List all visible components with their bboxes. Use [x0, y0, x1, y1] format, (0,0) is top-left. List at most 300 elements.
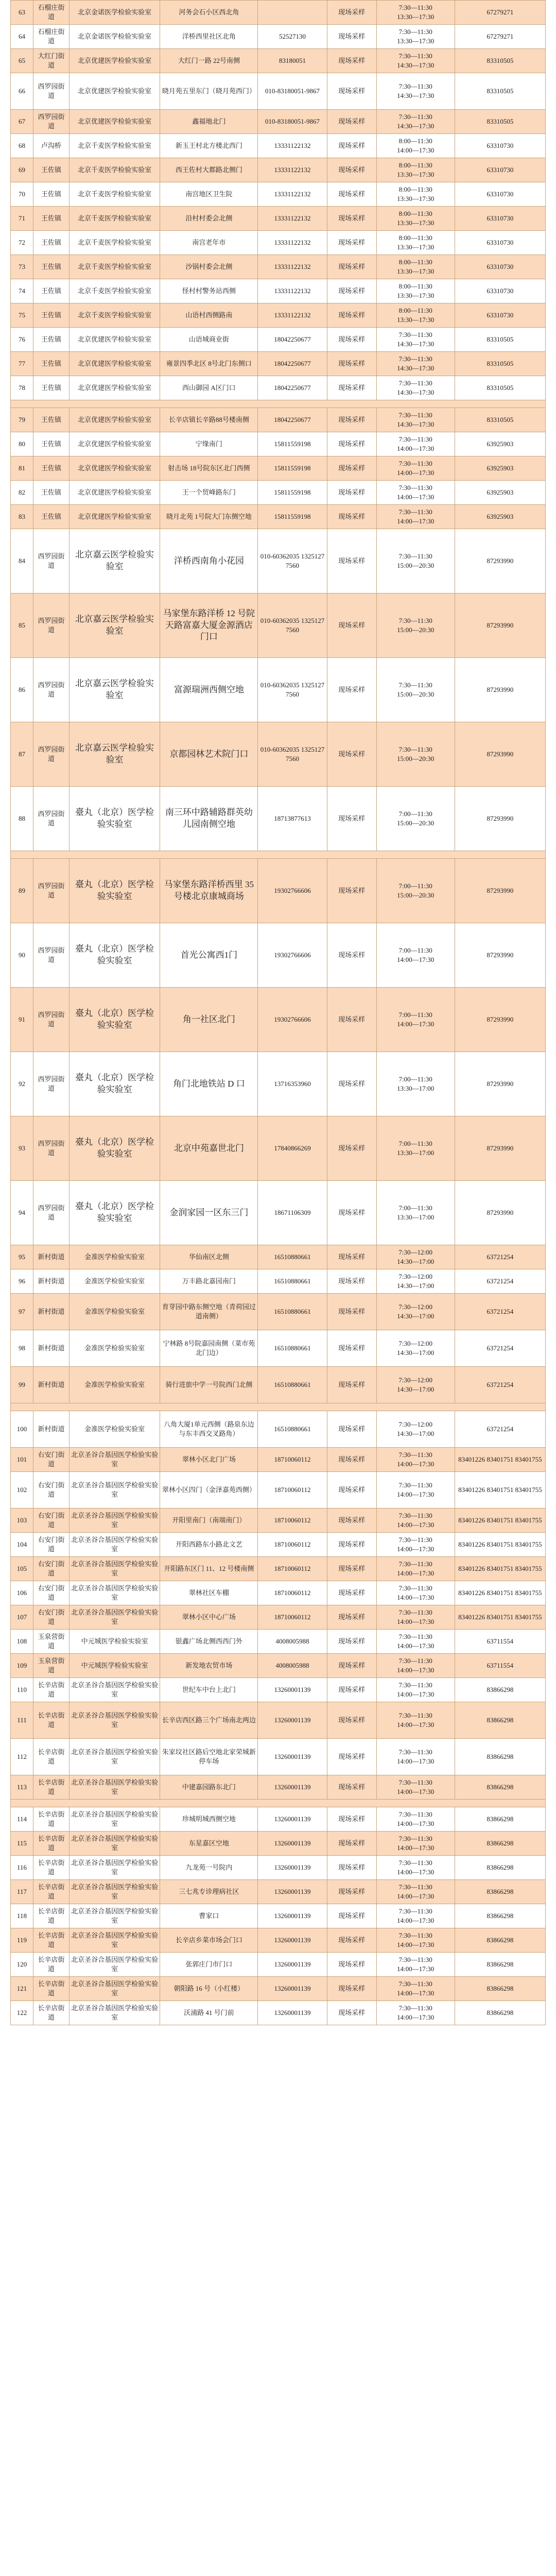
supervision-phone-cell: 63925903 [455, 432, 545, 456]
row-number-cell: 90 [11, 923, 33, 988]
time-slot: 7:30—11:30 [398, 1907, 432, 1916]
phone-cell: 18042250677 [258, 376, 327, 400]
phone-cell: 13331122132 [258, 303, 327, 328]
supervision-phone-cell: 87293990 [455, 859, 545, 923]
time-slot: 14:30—17:30 [397, 92, 435, 99]
service-hours-cell [376, 1807, 455, 1832]
time-slot: 7:30—11:30 [398, 1584, 432, 1592]
lab-name-cell: 北京金诺医学检验实验室 [70, 25, 160, 49]
sampling-type-cell: 现场采样 [327, 182, 376, 207]
table-row [11, 182, 546, 207]
lab-name-cell: 北京嘉云医学检验实验室 [70, 658, 160, 722]
row-number-cell: 108 [11, 1630, 33, 1654]
lab-name-cell: 北京千麦医学检验实验室 [70, 134, 160, 158]
service-hours-cell [376, 1052, 455, 1116]
time-slot: 7:30—12:00 [398, 1376, 433, 1384]
sampling-type-cell: 现场采样 [327, 1678, 376, 1702]
site-address-cell: 宁林路 8号院嘉园南侧（菜市苑北门边） [160, 1330, 258, 1367]
lab-name-cell: 臺丸（北京）医学检验实验室 [70, 787, 160, 851]
time-slot: 14:00—17:30 [397, 1788, 435, 1795]
phone-cell: 010-60362035 13251277560 [258, 529, 327, 594]
sampling-type-cell: 现场采样 [327, 25, 376, 49]
time-slot: 7:30—11:30 [398, 1512, 432, 1520]
lab-name-cell: 北京嘉云医学检验实验室 [70, 722, 160, 787]
site-address-cell: 八角大厦1单元西侧（路泉东边与东丰西交叉路角） [160, 1411, 258, 1448]
phone-cell: 18710060112 [258, 1581, 327, 1605]
street-cell: 玉泉营街道 [33, 1630, 70, 1654]
phone-cell: 13260001139 [258, 2001, 327, 2025]
lab-name-cell: 北京千麦医学检验实验室 [70, 182, 160, 207]
phone-cell: 13331122132 [258, 207, 327, 231]
row-number-cell: 87 [11, 722, 33, 787]
phone-cell: 13260001139 [258, 1678, 327, 1702]
service-hours-cell [376, 110, 455, 134]
row-number-cell: 68 [11, 134, 33, 158]
phone-cell: 16510880661 [258, 1411, 327, 1448]
supervision-phone-cell: 83866298 [455, 1807, 545, 1832]
phone-cell: 52527130 [258, 25, 327, 49]
row-number-cell: 76 [11, 328, 33, 352]
site-address-cell: 沃浦路 41 号门前 [160, 2001, 258, 2025]
site-address-cell: 大红门一路 22号南侧 [160, 49, 258, 73]
street-cell: 长辛店街道 [33, 1807, 70, 1832]
row-number-cell: 93 [11, 1116, 33, 1181]
sampling-type-cell: 现场采样 [327, 134, 376, 158]
table-row [11, 1269, 546, 1294]
sampling-type-cell: 现场采样 [327, 1472, 376, 1509]
time-slot: 7:30—11:30 [398, 1778, 432, 1787]
phone-cell: 83180051 [258, 49, 327, 73]
lab-name-cell: 北京优建医学检验实验室 [70, 456, 160, 481]
supervision-phone-cell: 63310730 [455, 231, 545, 255]
time-slot: 7:30—11:30 [398, 1810, 432, 1819]
time-slot: 14:00—17:30 [397, 146, 435, 154]
row-number-cell: 100 [11, 1411, 33, 1448]
site-address-cell: 翠林小区北门广场 [160, 1448, 258, 1472]
lab-name-cell: 北京千麦医学检验实验室 [70, 255, 160, 279]
street-cell: 王佐镇 [33, 279, 70, 303]
phone-cell: 16510880661 [258, 1330, 327, 1367]
time-slot: 13:30—17:00 [397, 1149, 435, 1157]
lab-name-cell: 臺丸（北京）医学检验实验室 [70, 1116, 160, 1181]
site-address-cell: 长辛店镇长辛路88号楼南侧 [160, 408, 258, 432]
row-number-cell: 84 [11, 529, 33, 594]
phone-cell: 16510880661 [258, 1294, 327, 1330]
service-hours-cell [376, 279, 455, 303]
section-gap-cell [11, 851, 546, 859]
table-row [11, 1904, 546, 1928]
street-cell: 王佐镇 [33, 432, 70, 456]
time-slot: 13:30—17:30 [397, 292, 435, 299]
phone-cell: 4008005988 [258, 1654, 327, 1678]
supervision-phone-cell: 83310505 [455, 110, 545, 134]
time-slot: 7:00—11:30 [398, 882, 432, 890]
site-address-cell: 万丰路北嘉园南门 [160, 1269, 258, 1294]
site-address-cell: 开阳西路东小路北文艺 [160, 1533, 258, 1557]
service-hours-cell [376, 255, 455, 279]
sampling-type-cell: 现场采样 [327, 1605, 376, 1630]
time-slot: 14:00—17:30 [397, 1545, 435, 1553]
table-row [11, 1739, 546, 1775]
time-slot: 14:00—17:30 [397, 1941, 435, 1948]
table-row [11, 505, 546, 529]
street-cell: 新村街道 [33, 1294, 70, 1330]
supervision-phone-cell: 63925903 [455, 505, 545, 529]
time-slot: 7:30—12:00 [398, 1248, 433, 1257]
sampling-type-cell: 现场采样 [327, 1856, 376, 1880]
time-slot: 14:00—17:30 [397, 493, 435, 501]
time-slot: 14:00—17:30 [397, 1989, 435, 1997]
phone-cell: 18042250677 [258, 352, 327, 376]
section-gap [11, 1403, 546, 1411]
street-cell: 王佐镇 [33, 158, 70, 182]
phone-cell: 16510880661 [258, 1269, 327, 1294]
site-address-cell: 角门北地铁站 D 口 [160, 1052, 258, 1116]
street-cell: 西罗园街道 [33, 859, 70, 923]
site-address-cell: 南宫地区卫生院 [160, 182, 258, 207]
supervision-phone-cell: 83866298 [455, 1739, 545, 1775]
street-cell: 西罗园街道 [33, 529, 70, 594]
street-cell: 右安门街道 [33, 1533, 70, 1557]
street-cell: 长辛店街道 [33, 1739, 70, 1775]
time-slot: 14:00—17:30 [397, 1666, 435, 1674]
service-hours-cell [376, 456, 455, 481]
time-slot: 14:00—17:30 [397, 1460, 435, 1468]
service-hours-cell [376, 1630, 455, 1654]
row-number-cell: 115 [11, 1832, 33, 1856]
sampling-type-cell: 现场采样 [327, 2001, 376, 2025]
phone-cell: 13260001139 [258, 1977, 327, 2001]
lab-name-cell: 北京圣谷合基因医学检验实验室 [70, 1904, 160, 1928]
lab-name-cell: 北京圣谷合基因医学检验实验室 [70, 1509, 160, 1533]
row-number-cell: 98 [11, 1330, 33, 1367]
street-cell: 长辛店街道 [33, 1832, 70, 1856]
service-hours-cell [376, 1977, 455, 2001]
row-number-cell: 67 [11, 110, 33, 134]
row-number-cell: 114 [11, 1807, 33, 1832]
supervision-phone-cell: 83866298 [455, 1977, 545, 2001]
row-number-cell: 111 [11, 1702, 33, 1739]
street-cell: 西罗园街道 [33, 1116, 70, 1181]
lab-name-cell: 北京圣谷合基因医学检验实验室 [70, 1928, 160, 1953]
supervision-phone-cell: 83866298 [455, 1953, 545, 1977]
supervision-phone-cell: 83310505 [455, 49, 545, 73]
phone-cell: 13260001139 [258, 1702, 327, 1739]
row-number-cell: 107 [11, 1605, 33, 1630]
table-row [11, 1630, 546, 1654]
time-slot: 7:30—11:30 [398, 113, 432, 121]
sampling-type-cell: 现场采样 [327, 1181, 376, 1245]
sampling-type-cell: 现场采样 [327, 1832, 376, 1856]
supervision-phone-cell: 87293990 [455, 658, 545, 722]
supervision-phone-cell: 63721254 [455, 1367, 545, 1403]
sampling-type-cell: 现场采样 [327, 1775, 376, 1800]
row-number-cell: 117 [11, 1880, 33, 1904]
phone-cell: 18710060112 [258, 1533, 327, 1557]
supervision-phone-cell: 87293990 [455, 1181, 545, 1245]
phone-cell: 15811559198 [258, 481, 327, 505]
sampling-type-cell: 现场采样 [327, 1509, 376, 1533]
service-hours-cell [376, 1330, 455, 1367]
site-address-cell: 中建嘉园路东北门 [160, 1775, 258, 1800]
street-cell: 王佐镇 [33, 231, 70, 255]
lab-name-cell: 北京圣谷合基因医学检验实验室 [70, 1775, 160, 1800]
lab-name-cell: 北京圣谷合基因医学检验实验室 [70, 1472, 160, 1509]
service-hours-cell [376, 505, 455, 529]
sampling-type-cell: 现场采样 [327, 594, 376, 658]
sampling-type-cell: 现场采样 [327, 1630, 376, 1654]
time-slot: 7:30—11:30 [398, 2004, 432, 2012]
street-cell: 长辛店街道 [33, 1775, 70, 1800]
row-number-cell: 72 [11, 231, 33, 255]
time-slot: 7:30—11:30 [398, 460, 432, 468]
supervision-phone-cell: 63721254 [455, 1294, 545, 1330]
time-slot: 14:30—17:00 [397, 1430, 435, 1437]
site-address-cell: 金润家园一区东三门 [160, 1181, 258, 1245]
time-slot: 8:00—11:30 [398, 234, 432, 242]
site-address-cell: 马家堡东路洋桥西里 35 号楼北京康城商场 [160, 859, 258, 923]
row-number-cell: 94 [11, 1181, 33, 1245]
supervision-phone-cell: 83310505 [455, 376, 545, 400]
phone-cell: 010-60362035 13251277560 [258, 722, 327, 787]
site-address-cell: 张郭庄门市门口 [160, 1953, 258, 1977]
table-row [11, 1702, 546, 1739]
service-hours-cell [376, 594, 455, 658]
service-hours-cell [376, 158, 455, 182]
sampling-type-cell: 现场采样 [327, 1904, 376, 1928]
time-slot: 8:00—11:30 [398, 258, 432, 266]
service-hours-cell [376, 25, 455, 49]
time-slot: 14:30—17:30 [397, 340, 435, 348]
site-address-cell: 开阳路东区门 11、12 号楼南侧 [160, 1557, 258, 1581]
time-slot: 14:00—17:30 [397, 1757, 435, 1765]
time-slot: 14:30—17:00 [397, 1282, 435, 1290]
supervision-phone-cell: 83866298 [455, 1856, 545, 1880]
site-address-cell: 开阳里南门（南端南门） [160, 1509, 258, 1533]
row-number-cell: 106 [11, 1581, 33, 1605]
service-hours-cell [376, 231, 455, 255]
site-address-cell: 曹家口 [160, 1904, 258, 1928]
sampling-type-cell: 现场采样 [327, 481, 376, 505]
phone-cell: 13331122132 [258, 231, 327, 255]
sampling-type-cell: 现场采样 [327, 1557, 376, 1581]
service-hours-cell [376, 1775, 455, 1800]
time-slot: 7:30—11:30 [398, 1859, 432, 1867]
time-slot: 7:30—11:30 [398, 1748, 432, 1756]
street-cell: 新村街道 [33, 1411, 70, 1448]
supervision-phone-cell: 63721254 [455, 1269, 545, 1294]
table-row [11, 303, 546, 328]
phone-cell: 13331122132 [258, 158, 327, 182]
service-hours-cell [376, 1605, 455, 1630]
table-row [11, 1832, 546, 1856]
service-hours-cell [376, 1367, 455, 1403]
street-cell: 新村街道 [33, 1330, 70, 1367]
row-number-cell: 103 [11, 1509, 33, 1533]
time-slot: 14:00—17:30 [397, 1569, 435, 1577]
time-slot: 13:30—17:30 [397, 219, 435, 227]
supervision-phone-cell: 63711554 [455, 1654, 545, 1678]
phone-cell: 13331122132 [258, 255, 327, 279]
lab-name-cell: 北京金诺医学检验实验室 [70, 1, 160, 25]
table-row [11, 1448, 546, 1472]
lab-name-cell: 北京优建医学检验实验室 [70, 376, 160, 400]
time-slot: 7:30—11:30 [398, 1451, 432, 1459]
table-row [11, 1807, 546, 1832]
lab-name-cell: 北京圣谷合基因医学检验实验室 [70, 1557, 160, 1581]
row-number-cell: 65 [11, 49, 33, 73]
lab-name-cell: 北京优建医学检验实验室 [70, 73, 160, 110]
time-slot: 15:00—20:30 [397, 819, 435, 827]
lab-name-cell: 北京圣谷合基因医学检验实验室 [70, 1856, 160, 1880]
service-hours-cell [376, 1953, 455, 1977]
time-slot: 7:30—11:30 [398, 1657, 432, 1665]
site-address-cell: 晓月北苑 1号院大门东侧空地 [160, 505, 258, 529]
supervision-phone-cell: 83401226 83401751 83401755 [455, 1533, 545, 1557]
row-number-cell: 64 [11, 25, 33, 49]
table-row [11, 408, 546, 432]
table-row [11, 1953, 546, 1977]
service-hours-cell [376, 1, 455, 25]
lab-name-cell: 北京圣谷合基因医学检验实验室 [70, 1953, 160, 1977]
street-cell: 西罗园街道 [33, 722, 70, 787]
time-slot: 14:30—17:30 [397, 364, 435, 372]
phone-cell: 13260001139 [258, 1953, 327, 1977]
time-slot: 7:30—11:30 [398, 4, 432, 12]
street-cell: 西罗园街道 [33, 658, 70, 722]
supervision-phone-cell: 63310730 [455, 303, 545, 328]
phone-cell: 15811559198 [258, 432, 327, 456]
sampling-type-cell: 现场采样 [327, 376, 376, 400]
table-row [11, 1581, 546, 1605]
supervision-phone-cell: 63925903 [455, 456, 545, 481]
phone-cell: 4008005988 [258, 1630, 327, 1654]
table-row [11, 1509, 546, 1533]
lab-name-cell: 北京圣谷合基因医学检验实验室 [70, 1605, 160, 1630]
supervision-phone-cell: 87293990 [455, 529, 545, 594]
time-slot: 7:30—11:30 [398, 484, 432, 492]
supervision-phone-cell: 83401226 83401751 83401755 [455, 1581, 545, 1605]
lab-name-cell: 臺丸（北京）医学检验实验室 [70, 1052, 160, 1116]
street-cell: 长辛店街道 [33, 1904, 70, 1928]
row-number-cell: 77 [11, 352, 33, 376]
sampling-type-cell: 现场采样 [327, 73, 376, 110]
section-gap [11, 851, 546, 859]
sampling-type-cell: 现场采样 [327, 787, 376, 851]
lab-name-cell: 北京圣谷合基因医学检验实验室 [70, 1678, 160, 1702]
table-row [11, 1245, 546, 1269]
time-slot: 14:00—17:30 [397, 1521, 435, 1529]
site-address-cell: 河务会石小区西北角 [160, 1, 258, 25]
lab-name-cell: 中元城医学检验实验室 [70, 1630, 160, 1654]
table-row [11, 1856, 546, 1880]
site-address-cell: 雍景四季北区 8号北门东侧口 [160, 352, 258, 376]
site-address-cell: 怪村村警务站西侧 [160, 279, 258, 303]
time-slot: 15:00—20:30 [397, 755, 435, 762]
street-cell: 大红门街道 [33, 49, 70, 73]
site-address-cell: 洋桥西南角小花园 [160, 529, 258, 594]
table-row [11, 73, 546, 110]
service-hours-cell [376, 1509, 455, 1533]
street-cell: 玉泉营街道 [33, 1654, 70, 1678]
lab-name-cell: 金准医学检验实验室 [70, 1367, 160, 1403]
service-hours-cell [376, 1928, 455, 1953]
site-address-cell: 朝阳路 16 号（小红楼） [160, 1977, 258, 2001]
sampling-type-cell: 现场采样 [327, 1330, 376, 1367]
sampling-type-cell: 现场采样 [327, 49, 376, 73]
row-number-cell: 121 [11, 1977, 33, 2001]
time-slot: 7:30—12:00 [398, 1303, 433, 1311]
section-gap [11, 1800, 546, 1807]
sampling-type-cell: 现场采样 [327, 432, 376, 456]
site-address-cell: 射击场 18号院东区北门西侧 [160, 456, 258, 481]
row-number-cell: 105 [11, 1557, 33, 1581]
street-cell: 王佐镇 [33, 456, 70, 481]
street-cell: 新村街道 [33, 1245, 70, 1269]
row-number-cell: 82 [11, 481, 33, 505]
phone-cell: 13260001139 [258, 1880, 327, 1904]
time-slot: 7:30—11:30 [398, 379, 432, 387]
street-cell: 西罗园街道 [33, 1181, 70, 1245]
time-slot: 7:30—11:30 [398, 355, 432, 363]
time-slot: 14:00—17:30 [397, 1690, 435, 1698]
street-cell: 石榴庄街道 [33, 25, 70, 49]
time-slot: 7:30—11:30 [398, 552, 432, 561]
supervision-phone-cell: 83310505 [455, 408, 545, 432]
phone-cell: 18042250677 [258, 408, 327, 432]
table-row [11, 1557, 546, 1581]
street-cell: 王佐镇 [33, 303, 70, 328]
street-cell: 石榴庄街道 [33, 1, 70, 25]
time-slot: 7:30—11:30 [398, 82, 432, 91]
service-hours-cell [376, 859, 455, 923]
street-cell: 右安门街道 [33, 1448, 70, 1472]
table-row [11, 1880, 546, 1904]
site-address-cell: 沿村村委会北侧 [160, 207, 258, 231]
service-hours-cell [376, 1245, 455, 1269]
time-slot: 7:30—11:30 [398, 1980, 432, 1988]
time-slot: 14:00—17:30 [397, 1594, 435, 1601]
table-row [11, 481, 546, 505]
site-address-cell: 南三环中路辅路群英幼儿园南侧空地 [160, 787, 258, 851]
phone-cell: 010-60362035 13251277560 [258, 594, 327, 658]
street-cell: 王佐镇 [33, 207, 70, 231]
service-hours-cell [376, 787, 455, 851]
supervision-phone-cell: 87293990 [455, 1116, 545, 1181]
row-number-cell: 71 [11, 207, 33, 231]
street-cell: 西罗园街道 [33, 923, 70, 988]
lab-name-cell: 北京千麦医学检验实验室 [70, 279, 160, 303]
site-address-cell: 东星嘉区空地 [160, 1832, 258, 1856]
time-slot: 7:30—11:30 [398, 28, 432, 36]
service-hours-cell [376, 1533, 455, 1557]
sampling-type-cell: 现场采样 [327, 408, 376, 432]
lab-name-cell: 北京千麦医学检验实验室 [70, 158, 160, 182]
sampling-type-cell: 现场采样 [327, 923, 376, 988]
table-row [11, 134, 546, 158]
row-number-cell: 81 [11, 456, 33, 481]
supervision-phone-cell: 63310730 [455, 255, 545, 279]
service-hours-cell [376, 182, 455, 207]
time-slot: 7:30—11:30 [398, 331, 432, 339]
street-cell: 西罗园街道 [33, 594, 70, 658]
table-row [11, 859, 546, 923]
time-slot: 13:30—17:00 [397, 1213, 435, 1221]
row-number-cell: 74 [11, 279, 33, 303]
service-hours-cell [376, 658, 455, 722]
time-slot: 7:00—11:30 [398, 946, 432, 955]
supervision-phone-cell: 83401226 83401751 83401755 [455, 1509, 545, 1533]
